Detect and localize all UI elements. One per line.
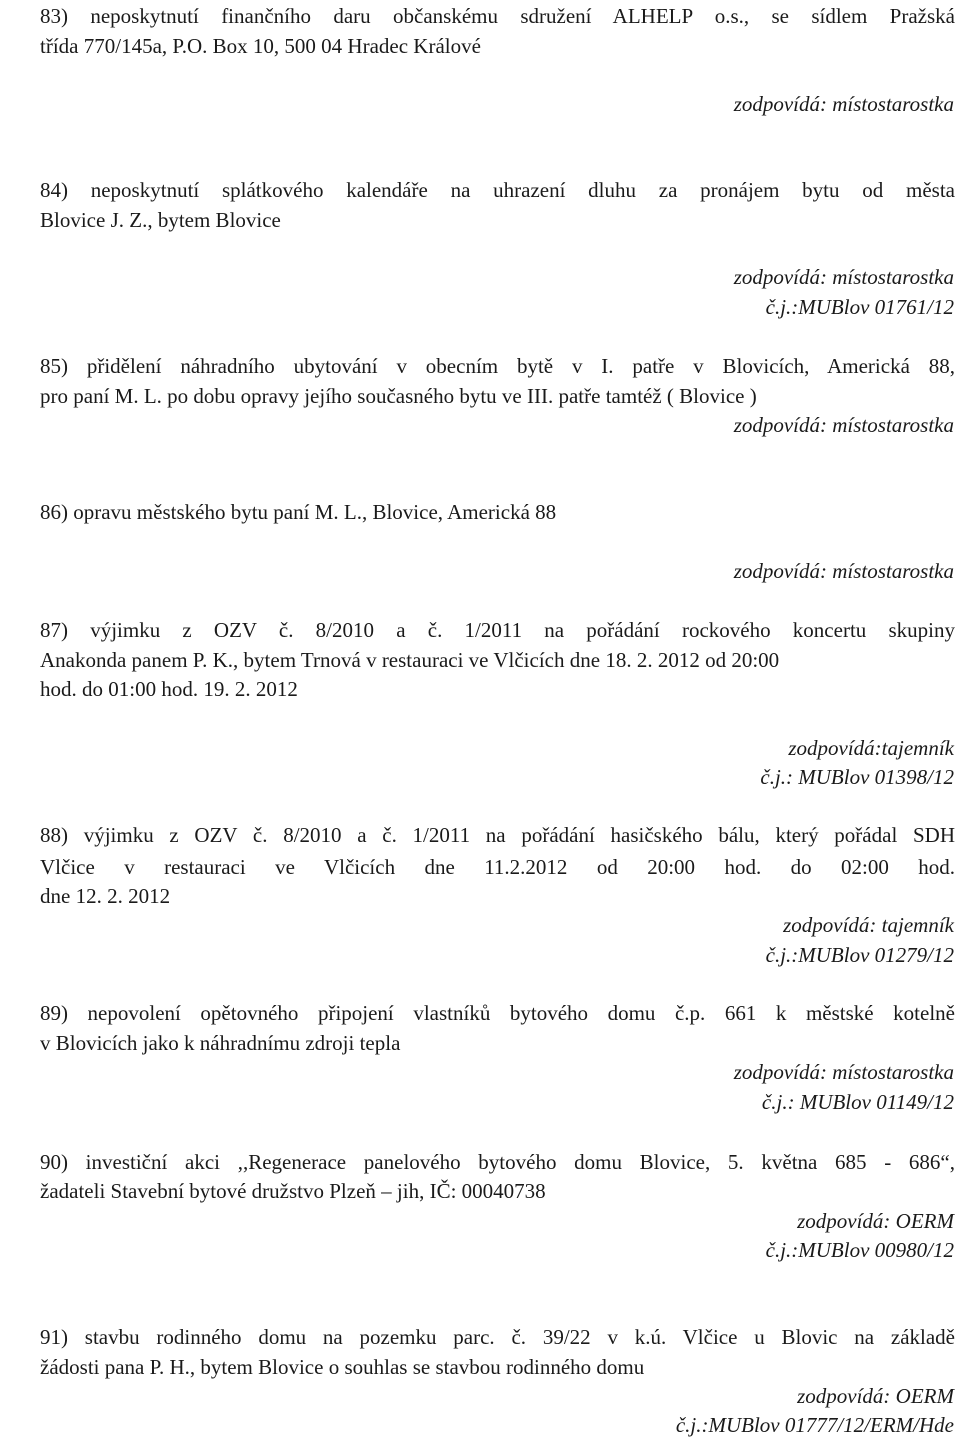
item-85-line-2: pro paní M. L. po dobu opravy jejího současného bytu ve III. patře tamtéž ( Blovice ) <box>40 384 757 408</box>
item-84-responsible: zodpovídá: místostarostka <box>733 265 954 289</box>
item-89-line-1: 89) nepovolení opětovného připojení vlastníků bytového domu č.p. 661 k městské kotelně <box>40 1001 955 1025</box>
item-84-reference: č.j.:MUBlov 01761/12 <box>765 295 954 319</box>
item-87-reference: č.j.: MUBlov 01398/12 <box>760 765 954 789</box>
item-87-responsible: zodpovídá:tajemník <box>788 736 954 760</box>
item-89-reference: č.j.: MUBlov 01149/12 <box>761 1090 954 1114</box>
item-84-line-2: Blovice J. Z., bytem Blovice <box>40 208 281 232</box>
item-86-responsible: zodpovídá: místostarostka <box>733 559 954 583</box>
item-88-line-1: 88) výjimku z OZV č. 8/2010 a č. 1/2011 na pořádání hasičského bálu, který pořádal SDH <box>40 823 955 847</box>
item-90-responsible: zodpovídá: OERM <box>797 1209 954 1233</box>
item-85-responsible: zodpovídá: místostarostka <box>733 413 954 437</box>
item-83-line-1: 83) neposkytnutí finančního daru občanskému sdružení ALHELP o.s., se sídlem Pražská <box>40 4 955 28</box>
item-88-responsible: zodpovídá: tajemník <box>783 913 954 937</box>
item-88-line-3: dne 12. 2. 2012 <box>40 884 171 908</box>
item-91-line-2: žádosti pana P. H., bytem Blovice o souhlas se stavbou rodinného domu <box>40 1355 645 1379</box>
item-83-line-2: třída 770/145a, P.O. Box 10, 500 04 Hradec Králové <box>40 34 481 58</box>
item-91-responsible: zodpovídá: OERM <box>797 1384 954 1408</box>
item-90-line-1: 90) investiční akci ,,Regenerace panelového bytového domu Blovice, 5. května 685 - 686“, <box>40 1150 955 1174</box>
item-91-line-1: 91) stavbu rodinného domu na pozemku parc. č. 39/22 v k.ú. Vlčice u Blovic na základě <box>40 1325 955 1349</box>
item-89-line-2: v Blovicích jako k náhradnímu zdroji tepla <box>40 1031 401 1055</box>
item-86-line-1: 86) opravu městského bytu paní M. L., Blovice, Americká 88 <box>40 500 557 524</box>
item-83-responsible: zodpovídá: místostarostka <box>733 92 954 116</box>
item-87-line-1: 87) výjimku z OZV č. 8/2010 a č. 1/2011 na pořádání rockového koncertu skupiny <box>40 618 955 642</box>
item-85-line-1: 85) přidělení náhradního ubytování v obecním bytě v I. patře v Blovicích, Americká 88, <box>40 354 955 378</box>
item-91-reference: č.j.:MUBlov 01777/12/ERM/Hde <box>675 1413 954 1437</box>
item-88-reference: č.j.:MUBlov 01279/12 <box>765 943 954 967</box>
item-90-line-2: žadateli Stavební bytové družstvo Plzeň – jih, IČ: 00040738 <box>40 1179 546 1203</box>
item-87-line-3: hod. do 01:00 hod. 19. 2. 2012 <box>40 677 298 701</box>
item-90-reference: č.j.:MUBlov 00980/12 <box>765 1238 954 1262</box>
item-84-line-1: 84) neposkytnutí splátkového kalendáře na uhrazení dluhu za pronájem bytu od města <box>40 178 955 202</box>
item-88-line-2: Vlčice v restauraci ve Vlčicích dne 11.2.2012 od 20:00 hod. do 02:00 hod. <box>40 855 955 879</box>
item-89-responsible: zodpovídá: místostarostka <box>733 1060 954 1084</box>
item-87-line-2: Anakonda panem P. K., bytem Trnová v restauraci ve Vlčicích dne 18. 2. 2012 od 20:00 <box>40 648 780 672</box>
